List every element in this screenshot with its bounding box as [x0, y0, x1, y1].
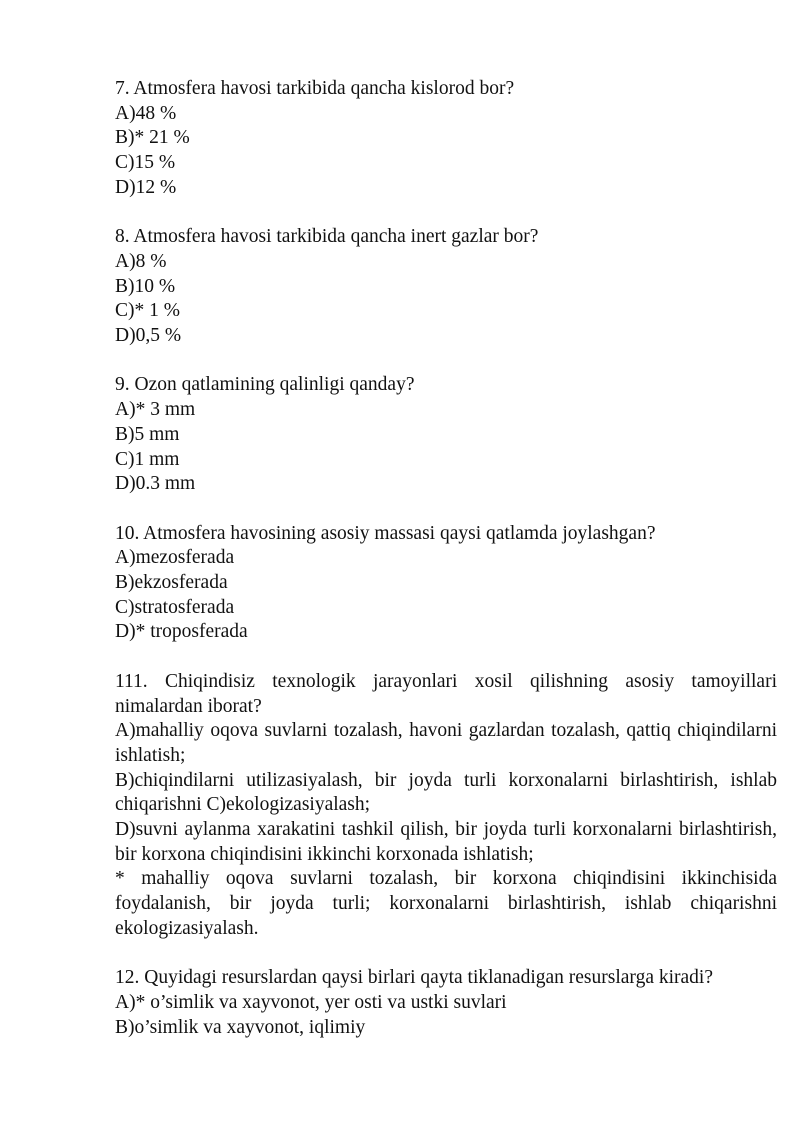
answer-option: D)suvni aylanma xarakatini tashkil qilish, bir joyda turli korxonalarni birlashtirish, bir korxona chiqindisini ikkinchi korxonada ishlatish; — [115, 819, 777, 865]
question-block-9 — [115, 373, 777, 497]
question-text: 9. Ozon qatlamining qalinligi qanday? — [115, 374, 415, 396]
question-block-7 — [115, 77, 777, 201]
question-text: 8. Atmosfera havosi tarkibida qancha inert gazlar bor? — [115, 226, 539, 248]
answer-option: B)10 % — [115, 275, 176, 297]
answer-option: B)chiqindilarni utilizasiyalash, bir joyda turli korxonalarni birlashtirish, ishlab chiqarishni C)ekologizasiyalash; — [115, 769, 777, 816]
answer-option: A)48 % — [115, 102, 177, 124]
answer-option: B)* 21 % — [115, 127, 190, 149]
answer-option: D)0.3 mm — [115, 473, 196, 495]
answer-option: D)* troposferada — [115, 621, 248, 643]
answer-option: A)mezosferada — [115, 547, 235, 569]
answer-option: C)stratosferada — [115, 596, 235, 618]
answer-option: A)8 % — [115, 250, 167, 272]
answer-option: A)mahalliy oqova suvlarni tozalash, havoni gazlardan tozalash, qattiq chiqindilarni ishlatish; — [115, 720, 777, 766]
answer-option: C)* 1 % — [115, 300, 180, 322]
answer-option: D)12 % — [115, 176, 177, 198]
question-text: 111. Chiqindisiz texnologik jarayonlari xosil qilishning asosiy tamoyillari nimalardan iborat? — [115, 670, 777, 717]
question-text: 12. Quyidagi resurslardan qaysi birlari qayta tiklanadigan resurslarga kiradi? — [115, 967, 713, 989]
question-text: 7. Atmosfera havosi tarkibida qancha kislorod bor? — [115, 78, 515, 99]
document-page — [115, 77, 777, 1065]
answer-option: D)0,5 % — [115, 325, 182, 347]
answer-option: B)ekzosferada — [115, 572, 228, 594]
answer-option: A)* 3 mm — [115, 399, 196, 421]
answer-option: * mahalliy oqova suvlarni tozalash, bir korxona chiqindisini ikkinchisida foydalanish, bir joyda turli; korxonalarni birlashtirish, ishlab chiqarishni ekologizasiyalash. — [115, 868, 777, 939]
question-text: 10. Atmosfera havosining asosiy massasi qaysi qatlamda joylashgan? — [115, 522, 656, 544]
answer-option: B)o’simlik va xayvonot, iqlimiy — [115, 1016, 366, 1038]
question-block-8 — [115, 225, 777, 349]
question-block-111 — [115, 670, 777, 942]
question-block-12 — [115, 966, 777, 1040]
answer-option: C)1 mm — [115, 448, 180, 470]
answer-option: C)15 % — [115, 152, 176, 174]
question-block-10 — [115, 522, 777, 646]
answer-option: B)5 mm — [115, 423, 180, 445]
answer-option: A)* o’simlik va xayvonot, yer osti va ustki suvlari — [115, 991, 507, 1013]
